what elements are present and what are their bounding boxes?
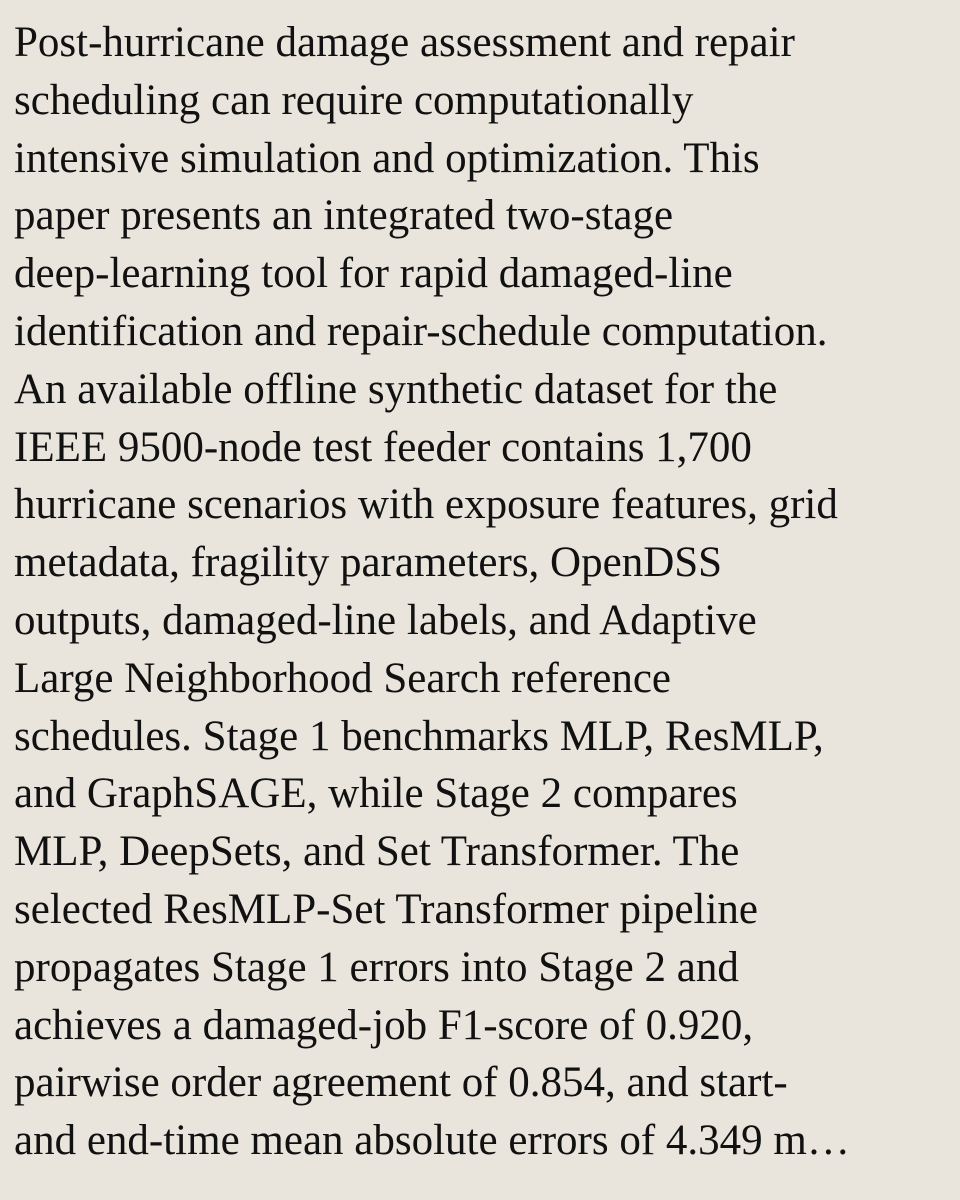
abstract-line: achieves a damaged-job F1-score of 0.920,: [14, 1001, 754, 1049]
abstract-line: metadata, fragility parameters, OpenDSS: [14, 539, 723, 587]
abstract-line: An available offline synthetic dataset for the: [14, 365, 778, 413]
abstract-line: paper presents an integrated two-stage: [14, 192, 674, 240]
abstract-line: Post-hurricane damage assessment and repair: [14, 19, 795, 66]
abstract-line: IEEE 9500-node test feeder contains 1,700: [14, 423, 752, 471]
abstract-line: propagates Stage 1 errors into Stage 2 and: [14, 943, 739, 991]
abstract-line: outputs, damaged-line labels, and Adaptive: [14, 596, 757, 644]
abstract-line: identification and repair-schedule computation.: [14, 307, 828, 355]
abstract-line: hurricane scenarios with exposure features, grid: [14, 481, 838, 529]
abstract-line: Large Neighborhood Search reference: [14, 654, 672, 702]
abstract-line: MLP, DeepSets, and Set Transformer. The: [14, 828, 740, 876]
abstract-line: deep-learning tool for rapid damaged-line: [14, 250, 733, 298]
abstract-line: scheduling can require computationally: [14, 76, 694, 124]
abstract-line: intensive simulation and optimization. This: [14, 134, 760, 182]
abstract-text: [14, 14, 960, 1170]
abstract-line: schedules. Stage 1 benchmarks MLP, ResMLP,: [14, 712, 824, 760]
abstract-line: and end-time mean absolute errors of 4.349 m…: [14, 1117, 850, 1165]
abstract-line: selected ResMLP-Set Transformer pipeline: [14, 885, 759, 933]
abstract-line: pairwise order agreement of 0.854, and start-: [14, 1059, 788, 1107]
abstract-line: and GraphSAGE, while Stage 2 compares: [14, 770, 738, 818]
